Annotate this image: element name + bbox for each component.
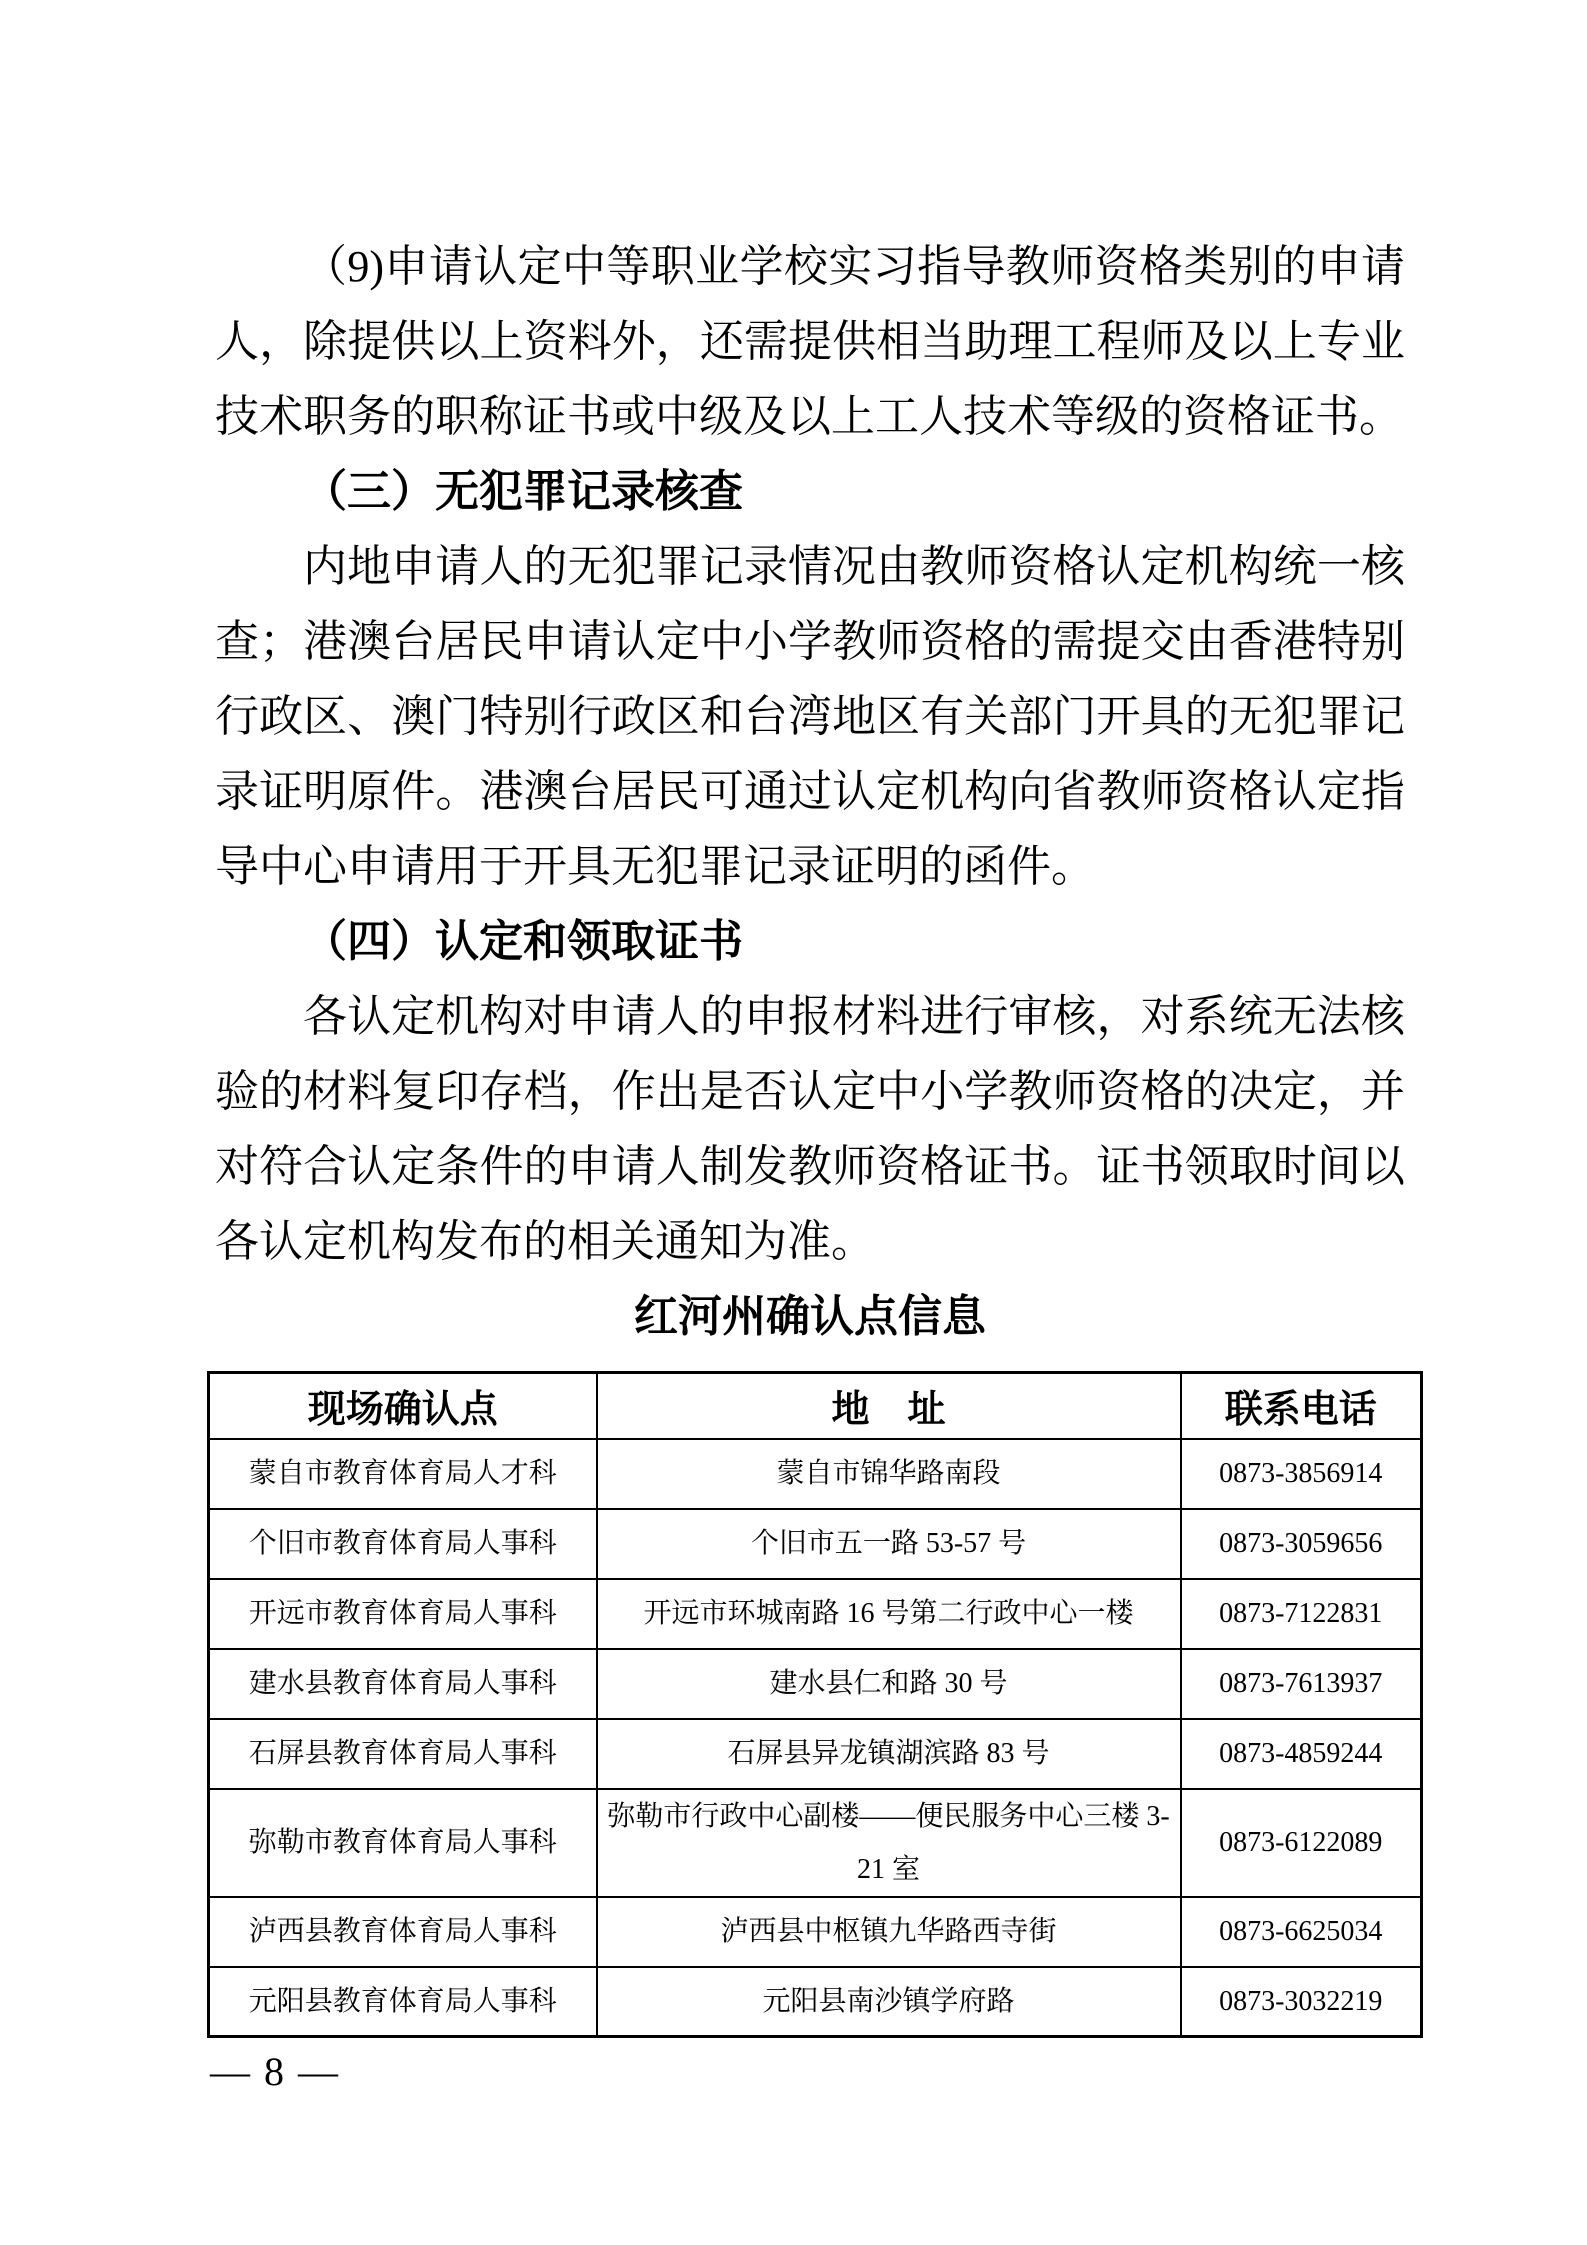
paragraph-item-9-requirements: （9)申请认定中等职业学校实习指导教师资格类别的申请人，除提供以上资料外，还需提供相当助理工程师及以上专业技术职务的职称证书或中级及以上工人技术等级的资格证书。: [215, 242, 1405, 441]
address-cell: 蒙自市锦华路南段: [597, 1439, 1181, 1509]
paragraph-certificate-issuance: 各认定机构对申请人的申报材料进行审核，对系统无法核验的材料复印存档，作出是否认定中小学教师资格的决定，并对符合认定条件的申请人制发教师资格证书。证书领取时间以各认定机构发布的相关通知为准。: [215, 992, 1405, 1266]
header-site: 现场确认点: [209, 1373, 597, 1439]
site-cell: 泸西县教育体育局人事科: [209, 1897, 597, 1967]
address-cell: 建水县仁和路 30 号: [597, 1649, 1181, 1719]
table-body: [209, 1439, 1422, 2037]
table-row: [209, 1579, 1422, 1649]
table-row: [209, 1439, 1422, 1509]
site-cell: 弥勒市教育体育局人事科: [209, 1789, 597, 1897]
table-row: [209, 1649, 1422, 1719]
phone-cell: 0873-6625034: [1181, 1897, 1422, 1967]
table-row: [209, 1897, 1422, 1967]
site-cell: 蒙自市教育体育局人才科: [209, 1439, 597, 1509]
site-cell: 元阳县教育体育局人事科: [209, 1967, 597, 2037]
phone-cell: 0873-3059656: [1181, 1509, 1422, 1579]
phone-cell: 0873-7613937: [1181, 1649, 1422, 1719]
paragraph-no-crime-record: 内地申请人的无犯罪记录情况由教师资格认定机构统一核查；港澳台居民申请认定中小学教师资格的需提交由香港特别行政区、澳门特别行政区和台湾地区有关部门开具的无犯罪记录证明原件。港澳台居民可通过认定机构向省教师资格认定指导中心申请用于开具无犯罪记录证明的函件。: [215, 542, 1405, 891]
table-row: [209, 1789, 1422, 1897]
phone-cell: 0873-3032219: [1181, 1967, 1422, 2037]
phone-cell: 0873-6122089: [1181, 1789, 1422, 1897]
table-title: 红河州确认点信息: [634, 1292, 986, 1341]
table-header-row: [209, 1373, 1422, 1439]
phone-cell: 0873-4859244: [1181, 1719, 1422, 1789]
table-row: [209, 1967, 1422, 2037]
phone-cell: 0873-7122831: [1181, 1579, 1422, 1649]
site-cell: 建水县教育体育局人事科: [209, 1649, 597, 1719]
header-address: 地 址: [597, 1373, 1181, 1439]
section-heading-3-no-crime-check: （三）无犯罪记录核查: [303, 467, 743, 516]
section-heading-4-certificate: （四）认定和领取证书: [303, 917, 743, 966]
address-cell: 石屏县异龙镇湖滨路 83 号: [597, 1719, 1181, 1789]
page-number: — 8 —: [210, 2049, 340, 2094]
address-cell: 个旧市五一路 53-57 号: [597, 1509, 1181, 1579]
address-cell: 泸西县中枢镇九华路西寺街: [597, 1897, 1181, 1967]
table-row: [209, 1719, 1422, 1789]
address-cell: 弥勒市行政中心副楼——便民服务中心三楼 3-21 室: [597, 1789, 1181, 1897]
site-cell: 个旧市教育体育局人事科: [209, 1509, 597, 1579]
address-cell: 元阳县南沙镇学府路: [597, 1967, 1181, 2037]
phone-cell: 0873-3856914: [1181, 1439, 1422, 1509]
site-cell: 开远市教育体育局人事科: [209, 1579, 597, 1649]
table-header: [209, 1373, 1422, 1439]
confirmation-points-table: [207, 1371, 1423, 2038]
header-phone: 联系电话: [1181, 1373, 1422, 1439]
table-row: [209, 1509, 1422, 1579]
address-cell: 开远市环城南路 16 号第二行政中心一楼: [597, 1579, 1181, 1649]
site-cell: 石屏县教育体育局人事科: [209, 1719, 597, 1789]
